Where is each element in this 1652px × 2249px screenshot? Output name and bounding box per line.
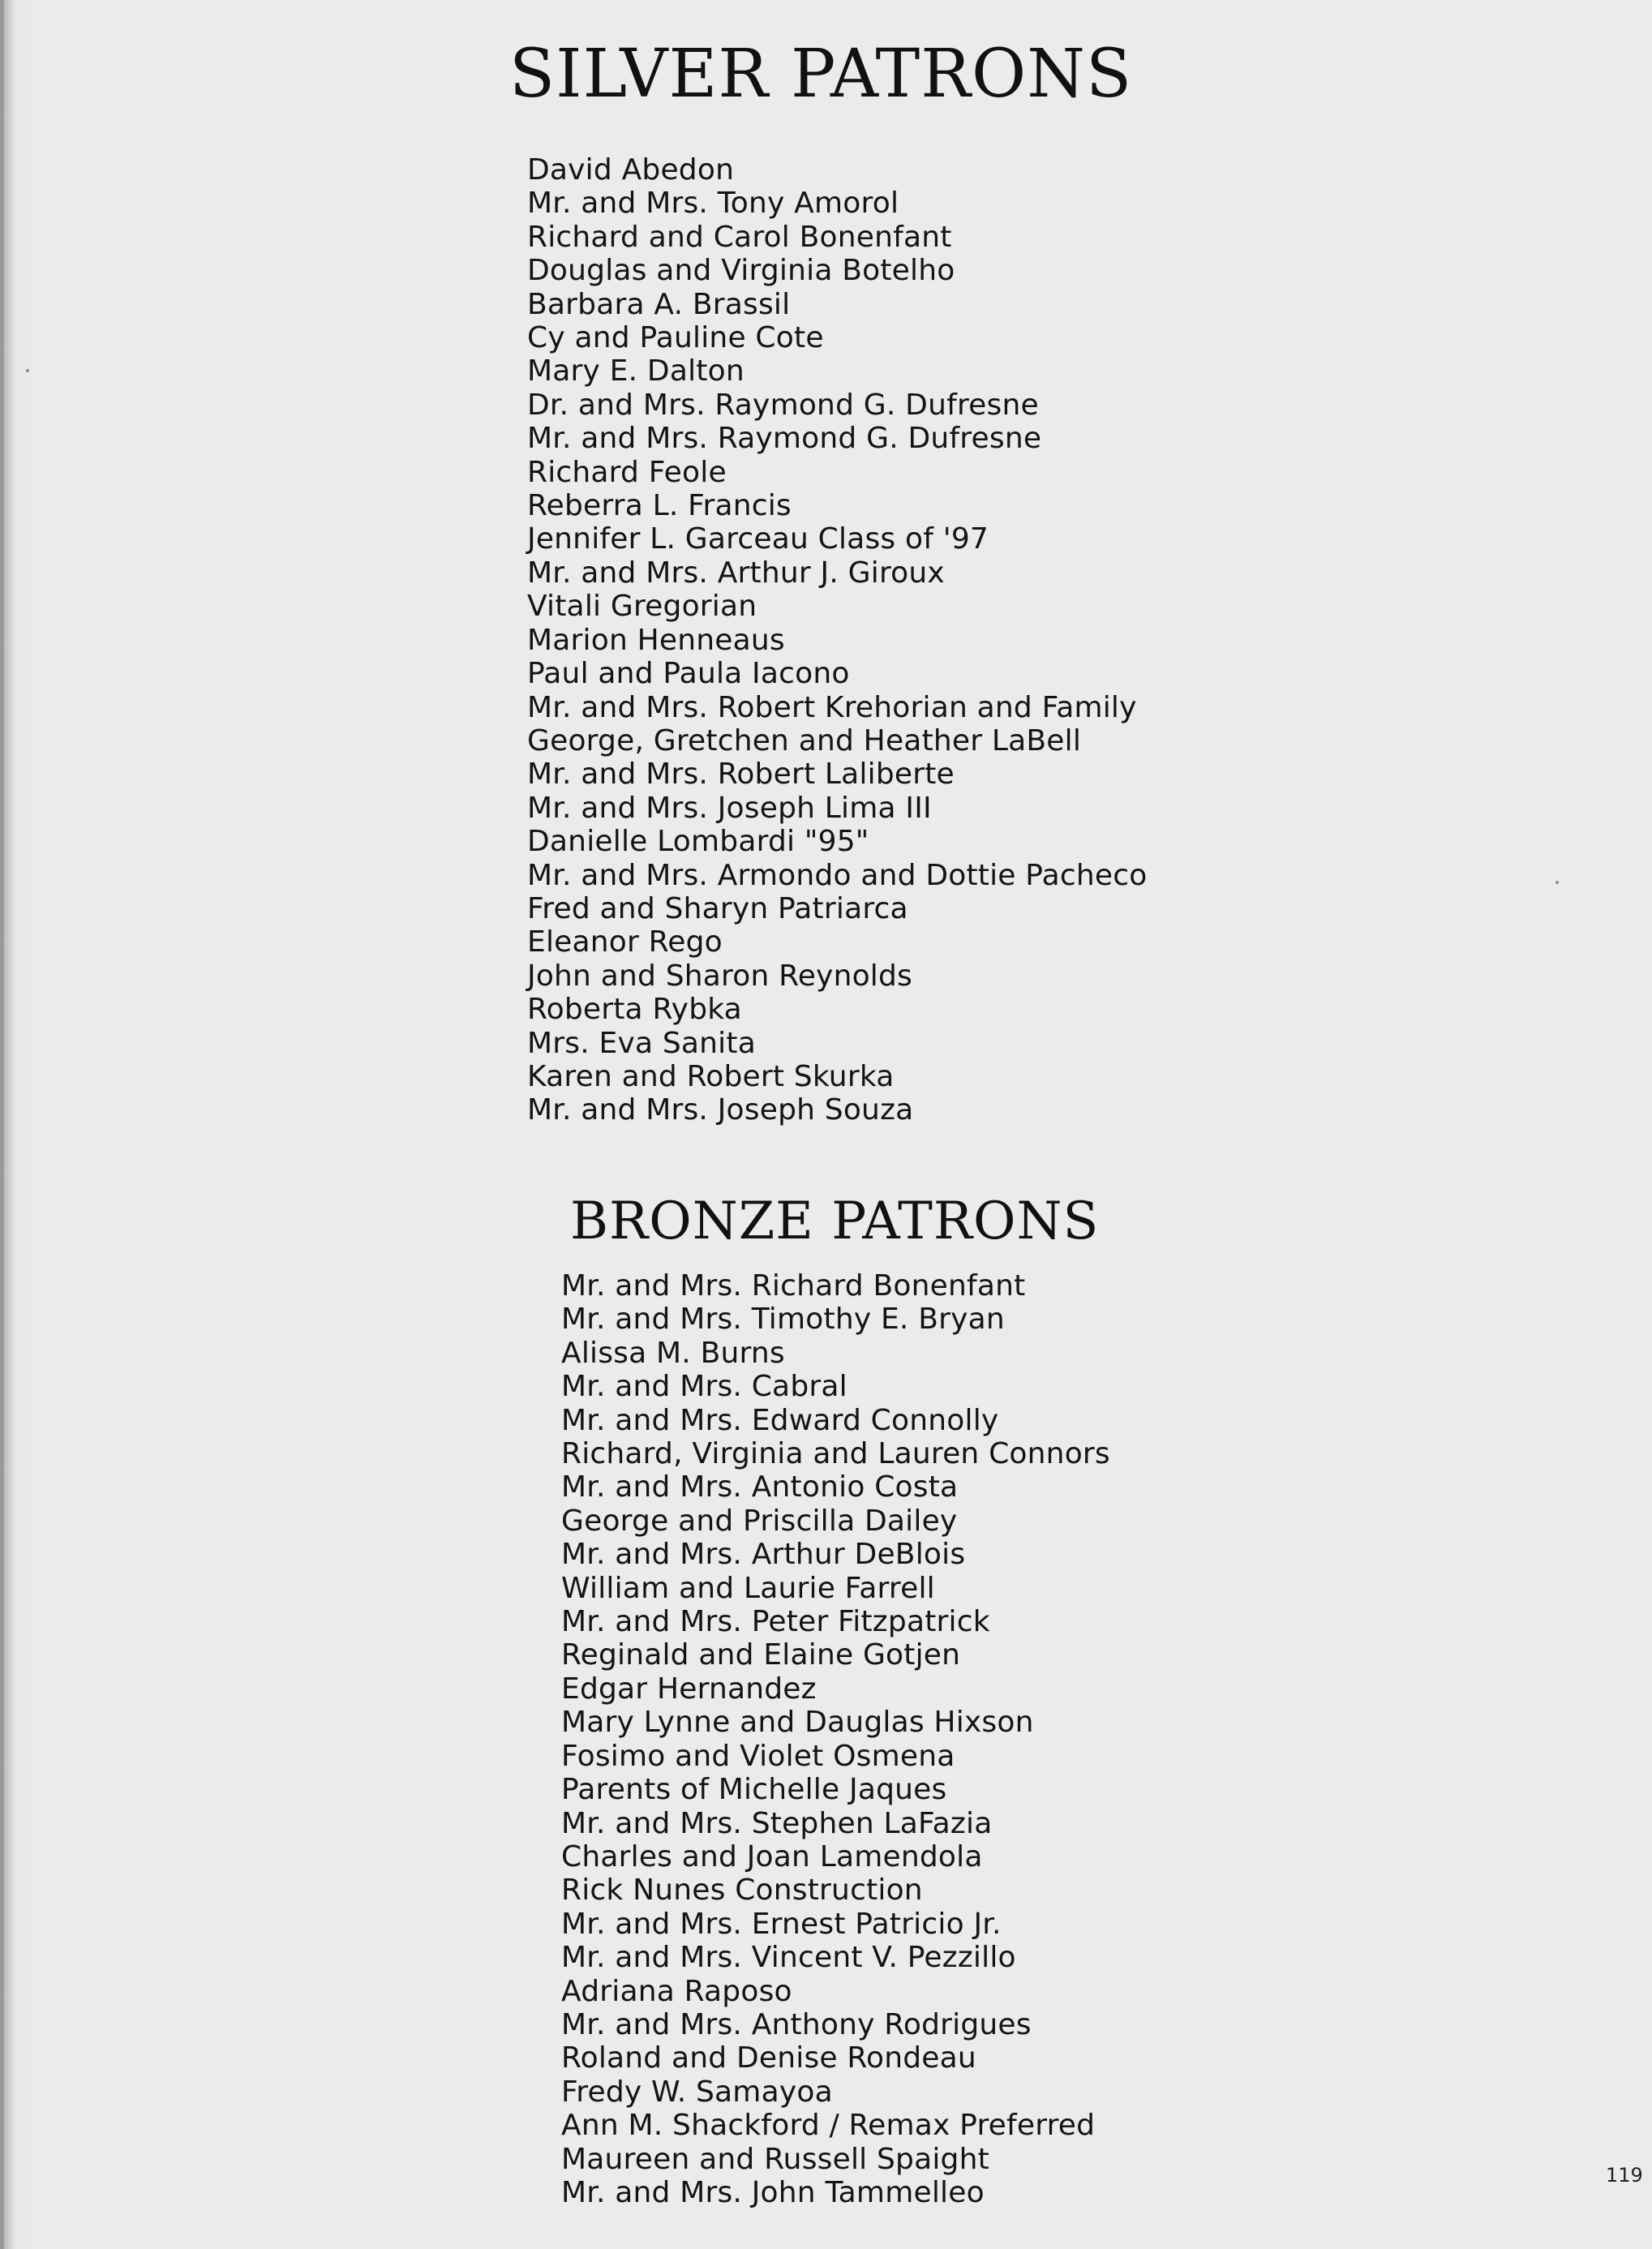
- patron-name: Mr. and Mrs. Robert Laliberte: [527, 758, 955, 792]
- patron-name: Jennifer L. Garceau Class of '97: [527, 522, 989, 556]
- patron-name: Mr. and Mrs. Anthony Rodrigues: [561, 2007, 1032, 2041]
- patron-name: Eleanor Rego: [527, 925, 723, 959]
- print-speck: [26, 369, 29, 372]
- patron-name: Danielle Lombardi "95": [527, 825, 869, 859]
- patron-name: Douglas and Virginia Botelho: [527, 254, 955, 288]
- patron-name: Mr. and Mrs. Antonio Costa: [561, 1470, 959, 1504]
- patron-name: Mr. and Mrs. Joseph Lima III: [527, 791, 932, 825]
- patron-name: Adriana Raposo: [561, 1974, 792, 2008]
- patron-name: Reginald and Elaine Gotjen: [561, 1638, 961, 1672]
- patron-name: Mr. and Mrs. Joseph Souza: [527, 1093, 914, 1127]
- patron-name: Mr. and Mrs. Vincent V. Pezzillo: [561, 1941, 1016, 1975]
- patron-name: Richard and Carol Bonenfant: [527, 220, 952, 254]
- silver-patrons-list: [527, 153, 1147, 1127]
- silver-patrons-heading: SILVER PATRONS: [509, 36, 1133, 113]
- patron-name: Mr. and Mrs. Timothy E. Bryan: [561, 1303, 1005, 1337]
- patron-name: Richard, Virginia and Lauren Connors: [561, 1437, 1110, 1471]
- patron-name: Marion Henneaus: [527, 623, 785, 657]
- patron-name: Parents of Michelle Jaques: [561, 1773, 947, 1807]
- patron-name: Mr. and Mrs. Ernest Patricio Jr.: [561, 1907, 1002, 1941]
- patron-name: Mr. and Mrs. Stephen LaFazia: [561, 1806, 993, 1840]
- patron-name: Edgar Hernandez: [561, 1672, 817, 1706]
- patron-name: George and Priscilla Dailey: [561, 1504, 958, 1538]
- patron-name: Vitali Gregorian: [527, 590, 757, 624]
- patron-name: George, Gretchen and Heather LaBell: [527, 723, 1082, 758]
- patron-name: Mrs. Eva Sanita: [527, 1026, 756, 1060]
- patron-name: Karen and Robert Skurka: [527, 1059, 895, 1093]
- patron-name: Mr. and Mrs. Arthur DeBlois: [561, 1538, 966, 1572]
- patron-name: Mr. and Mrs. Richard Bonenfant: [561, 1269, 1026, 1303]
- patron-name: David Abedon: [527, 153, 735, 187]
- patron-name: Alissa M. Burns: [561, 1336, 785, 1370]
- patron-name: Fosimo and Violet Osmena: [561, 1739, 955, 1773]
- patron-name: Dr. and Mrs. Raymond G. Dufresne: [527, 388, 1039, 422]
- patron-name: Fredy W. Samayoa: [561, 2075, 833, 2109]
- patron-name: Mr. and Mrs. Raymond G. Dufresne: [527, 422, 1042, 456]
- patron-name: Fred and Sharyn Patriarca: [527, 891, 908, 925]
- page-number: 119: [1606, 2164, 1643, 2187]
- patron-name: Ann M. Shackford / Remax Preferred: [561, 2109, 1096, 2143]
- patron-name: Maureen and Russell Spaight: [561, 2142, 989, 2176]
- patron-name: Mr. and Mrs. Edward Connolly: [561, 1403, 999, 1437]
- patron-name: William and Laurie Farrell: [561, 1571, 935, 1605]
- patron-name: Mr. and Mrs. Armondo and Dottie Pacheco: [527, 858, 1148, 892]
- patron-name: Mr. and Mrs. John Tammelleo: [561, 2175, 985, 2209]
- page-binding-shadow: [4, 0, 15, 2249]
- patron-name: Rick Nunes Construction: [561, 1873, 923, 1908]
- patron-name: Mr. and Mrs. Peter Fitzpatrick: [561, 1605, 990, 1639]
- bronze-patrons-list: [561, 1269, 1110, 2209]
- print-speck: [1555, 881, 1559, 884]
- patron-name: Charles and Joan Lamendola: [561, 1839, 983, 1873]
- patron-name: Mr. and Mrs. Arthur J. Giroux: [527, 556, 945, 590]
- patron-name: Paul and Paula Iacono: [527, 657, 850, 691]
- patron-name: Mr. and Mrs. Tony Amorol: [527, 187, 899, 221]
- patron-name: John and Sharon Reynolds: [527, 959, 913, 993]
- patron-name: Richard Feole: [527, 455, 727, 489]
- patron-name: Mr. and Mrs. Cabral: [561, 1370, 847, 1404]
- patron-name: Roland and Denise Rondeau: [561, 2041, 976, 2075]
- patron-name: Mary E. Dalton: [527, 354, 744, 388]
- patron-name: Barbara A. Brassil: [527, 287, 791, 321]
- patron-name: Cy and Pauline Cote: [527, 321, 824, 355]
- patron-name: Mary Lynne and Dauglas Hixson: [561, 1706, 1034, 1740]
- patron-name: Roberta Rybka: [527, 993, 742, 1027]
- patron-name: Reberra L. Francis: [527, 489, 792, 523]
- bronze-patrons-heading: BRONZE PATRONS: [570, 1191, 1100, 1251]
- patron-name: Mr. and Mrs. Robert Krehorian and Family: [527, 690, 1137, 724]
